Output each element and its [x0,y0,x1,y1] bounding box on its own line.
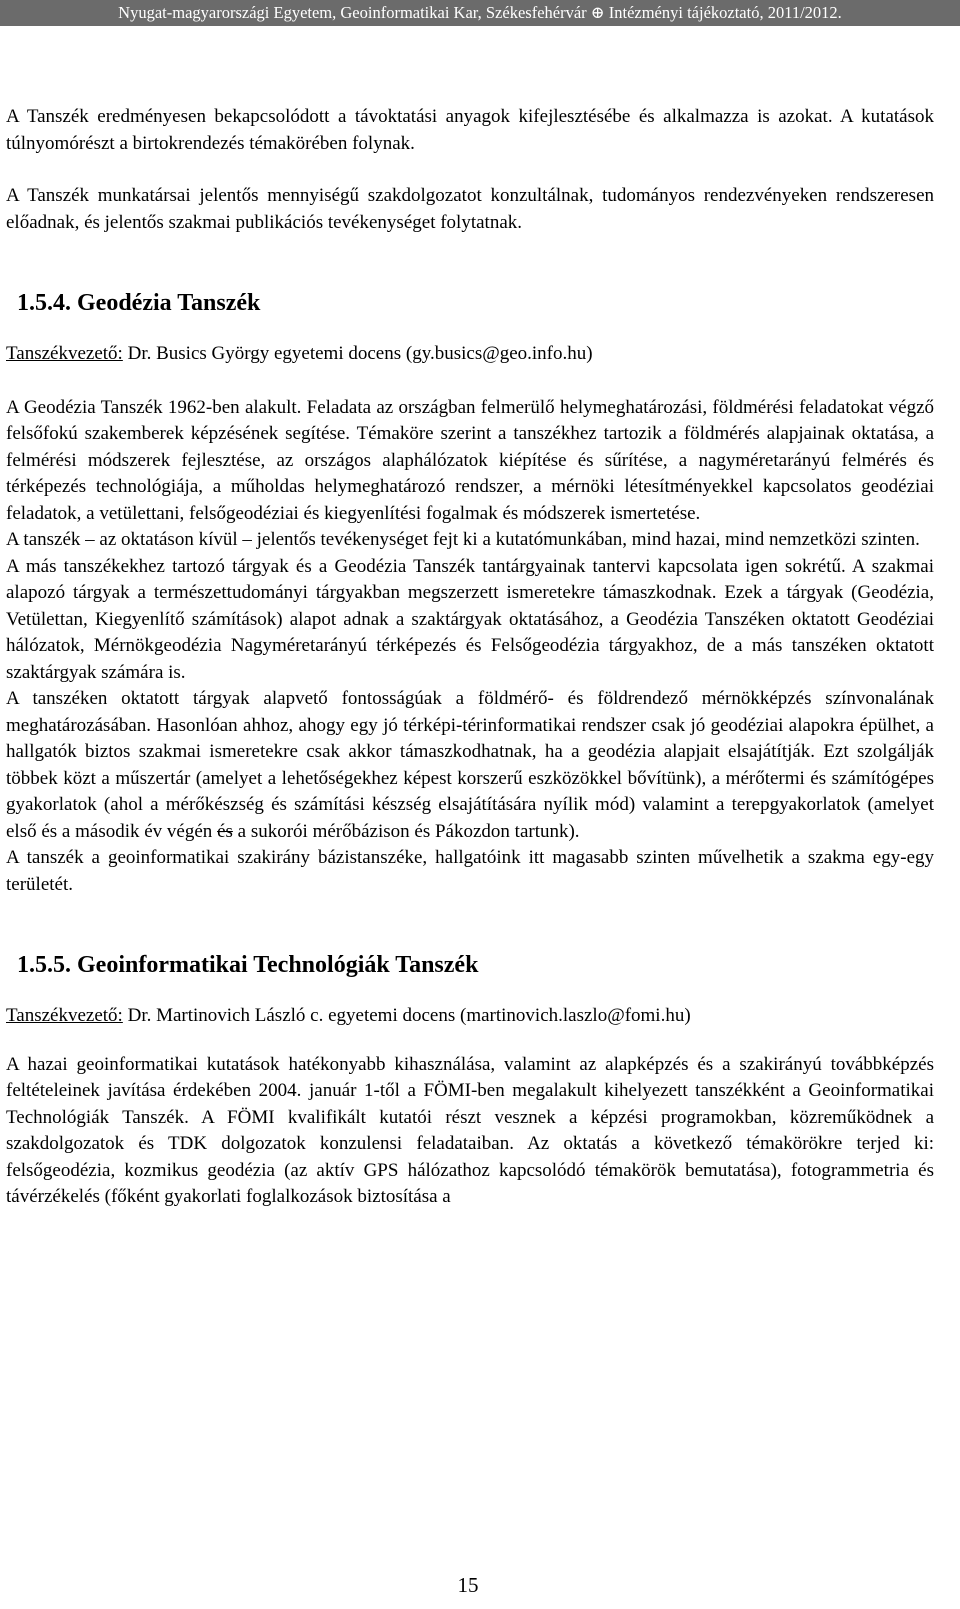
section-heading-geodezia: 1.5.4. Geodézia Tanszék [17,290,261,316]
header-institution: Nyugat-magyarországi Egyetem, Geoinformatikai Kar, Székesfehérvár [118,3,587,22]
geodezia-paragraph-2: A tanszék – az oktatáson kívül – jelentős tevékenységet fejt ki a kutatómunkában, mind hazai, mind nemzetközi szinten. [6,529,920,550]
page-body [6,104,934,1211]
department-head-line [6,341,934,368]
geoinformatikai-paragraph-1: A hazai geoinformatikai kutatások hatékonyabb kihasználása, valamint az alapképzés és a szakirányú továbbképzés feltételeinek javítása érdekében 2004. január 1-től a FÖMI-ben megalakult kihelyezett tanszékként a Geoinformatikai Technológiák Tanszék. A FÖMI kvalifikált kutatói részt vesznek a képzési programokban, közreműködnek a szakdolgozatok és TDK dolgozatok konzulensi feladataiban. Az oktatás a következő témakörökre terjed ki: felsőgeodézia, kozmikus geodézia (az aktív GPS hálózathoz kapcsolódó témakörök bemutatása), fotogrammetria és távérzékelés (főként gyakorlati foglalkozások biztosítása a [6,1053,934,1207]
geodezia-paragraph-1: A Geodézia Tanszék 1962-ben alakult. Feladata az országban felmerülő helymeghatározási, földmérési feladatokat végző felsőfokú szakemberek képzésének segítése. Témaköre szerint a tanszékhez tartozik a földmérés alapjainak oktatása, a felmérési módszerek fejlesztése, az országos alaphálózatok kiépítése és sűrítése, a nagyméretarányú felmérés és térképezés technológiája, a műholdas helymeghatározó rendszer, a mérnöki létesítményekkel kapcsolatos geodéziai feladatok, a vetülettani, felsőgeodéziai és kiegyenlítési fogalmak és módszerek ismertetése. [6,396,934,524]
header-separator-icon: ⊕ [590,3,605,22]
intro-paragraph-2: A Tanszék munkatársai jelentős mennyiségű szakdolgozatot konzultálnak, tudományos rendezvényeken rendszeresen előadnak, és jelentős szakmai publikációs tevékenységet folytatnak. [6,185,934,233]
geodezia-paragraph-4-text: A tanszéken oktatott tárgyak alapvető fontosságúak a földmérő- és földrendező mérnökképzés színvonalának meghatározásában. Hasonlóan ahhoz, ahogy egy jó térképi-térinformatikai rendszer csak jó geodéziai alapokra épülhet, a hallgatók biztos szakmai ismeretekre csak akkor támaszkodhatnak, ha a geodézia alapjait elsajátítják. Ezt szolgálják többek közt a műszertár (amelyet a lehetőségekhez képest korszerű eszközökkel bővítünk), a mérőtermi és számítógépes gyakorlatok (ahol a mérőkészség és számítási készség elsajátítására nyílik mód) valamint a terepgyakorlatok (amelyet első és a második év végén [6,688,934,842]
department-head-value: Dr. Busics György egyetemi docens (gy.busics@geo.info.hu) [122,343,593,364]
geodezia-paragraph-4 [6,686,934,845]
intro-paragraph-1: A Tanszék eredményesen bekapcsolódott a távoktatási anyagok kifejlesztésébe és alkalmazza is azokat. A kutatások túlnyomórészt a birtokrendezés témakörében folynak. [6,106,934,154]
geodezia-paragraph-5: A tanszék a geoinformatikai szakirány bázistanszéke, hallgatóink itt magasabb szinten művelhetik a szakma egy-egy területét. [6,847,934,895]
department-head-value-2: Dr. Martinovich László c. egyetemi docens (martinovich.laszlo@fomi.hu) [122,1005,691,1026]
geodezia-paragraph-4-end: a sukorói mérőbázison és Pákozdon tartunk). [232,820,580,842]
department-head-label: Tanszékvezető: [6,343,123,364]
header-document-title: Intézményi tájékoztató, 2011/2012. [608,3,842,22]
department-head-line-2 [6,1003,934,1030]
struck-word: és [217,820,233,842]
section-heading-geoinformatikai: 1.5.5. Geoinformatikai Technológiák Tanszék [17,952,479,978]
geodezia-paragraph-3: A más tanszékekhez tartozó tárgyak és a Geodézia Tanszék tantárgyainak tantervi kapcsolata igen sokrétű. A szakmai alapozó tárgyak a természettudományi tárgyakban megszerzett ismeretekre támaszkodnak. Ezek a tárgyak (Geodézia, Vetülettan, Kiegyenlítő számítások) alapot adnak a szaktárgyak oktatásához, a Geodézia Tanszéken oktatott Geodéziai hálózatok, Mérnökgeodézia Nagyméretarányú térképezés és Felsőgeodézia tárgyakhoz, de a más tanszéken oktatott szaktárgyak számára is. [6,555,934,683]
department-head-label-2: Tanszékvezető: [6,1005,123,1026]
running-header [0,0,960,26]
page-number: 15 [457,1573,479,1597]
